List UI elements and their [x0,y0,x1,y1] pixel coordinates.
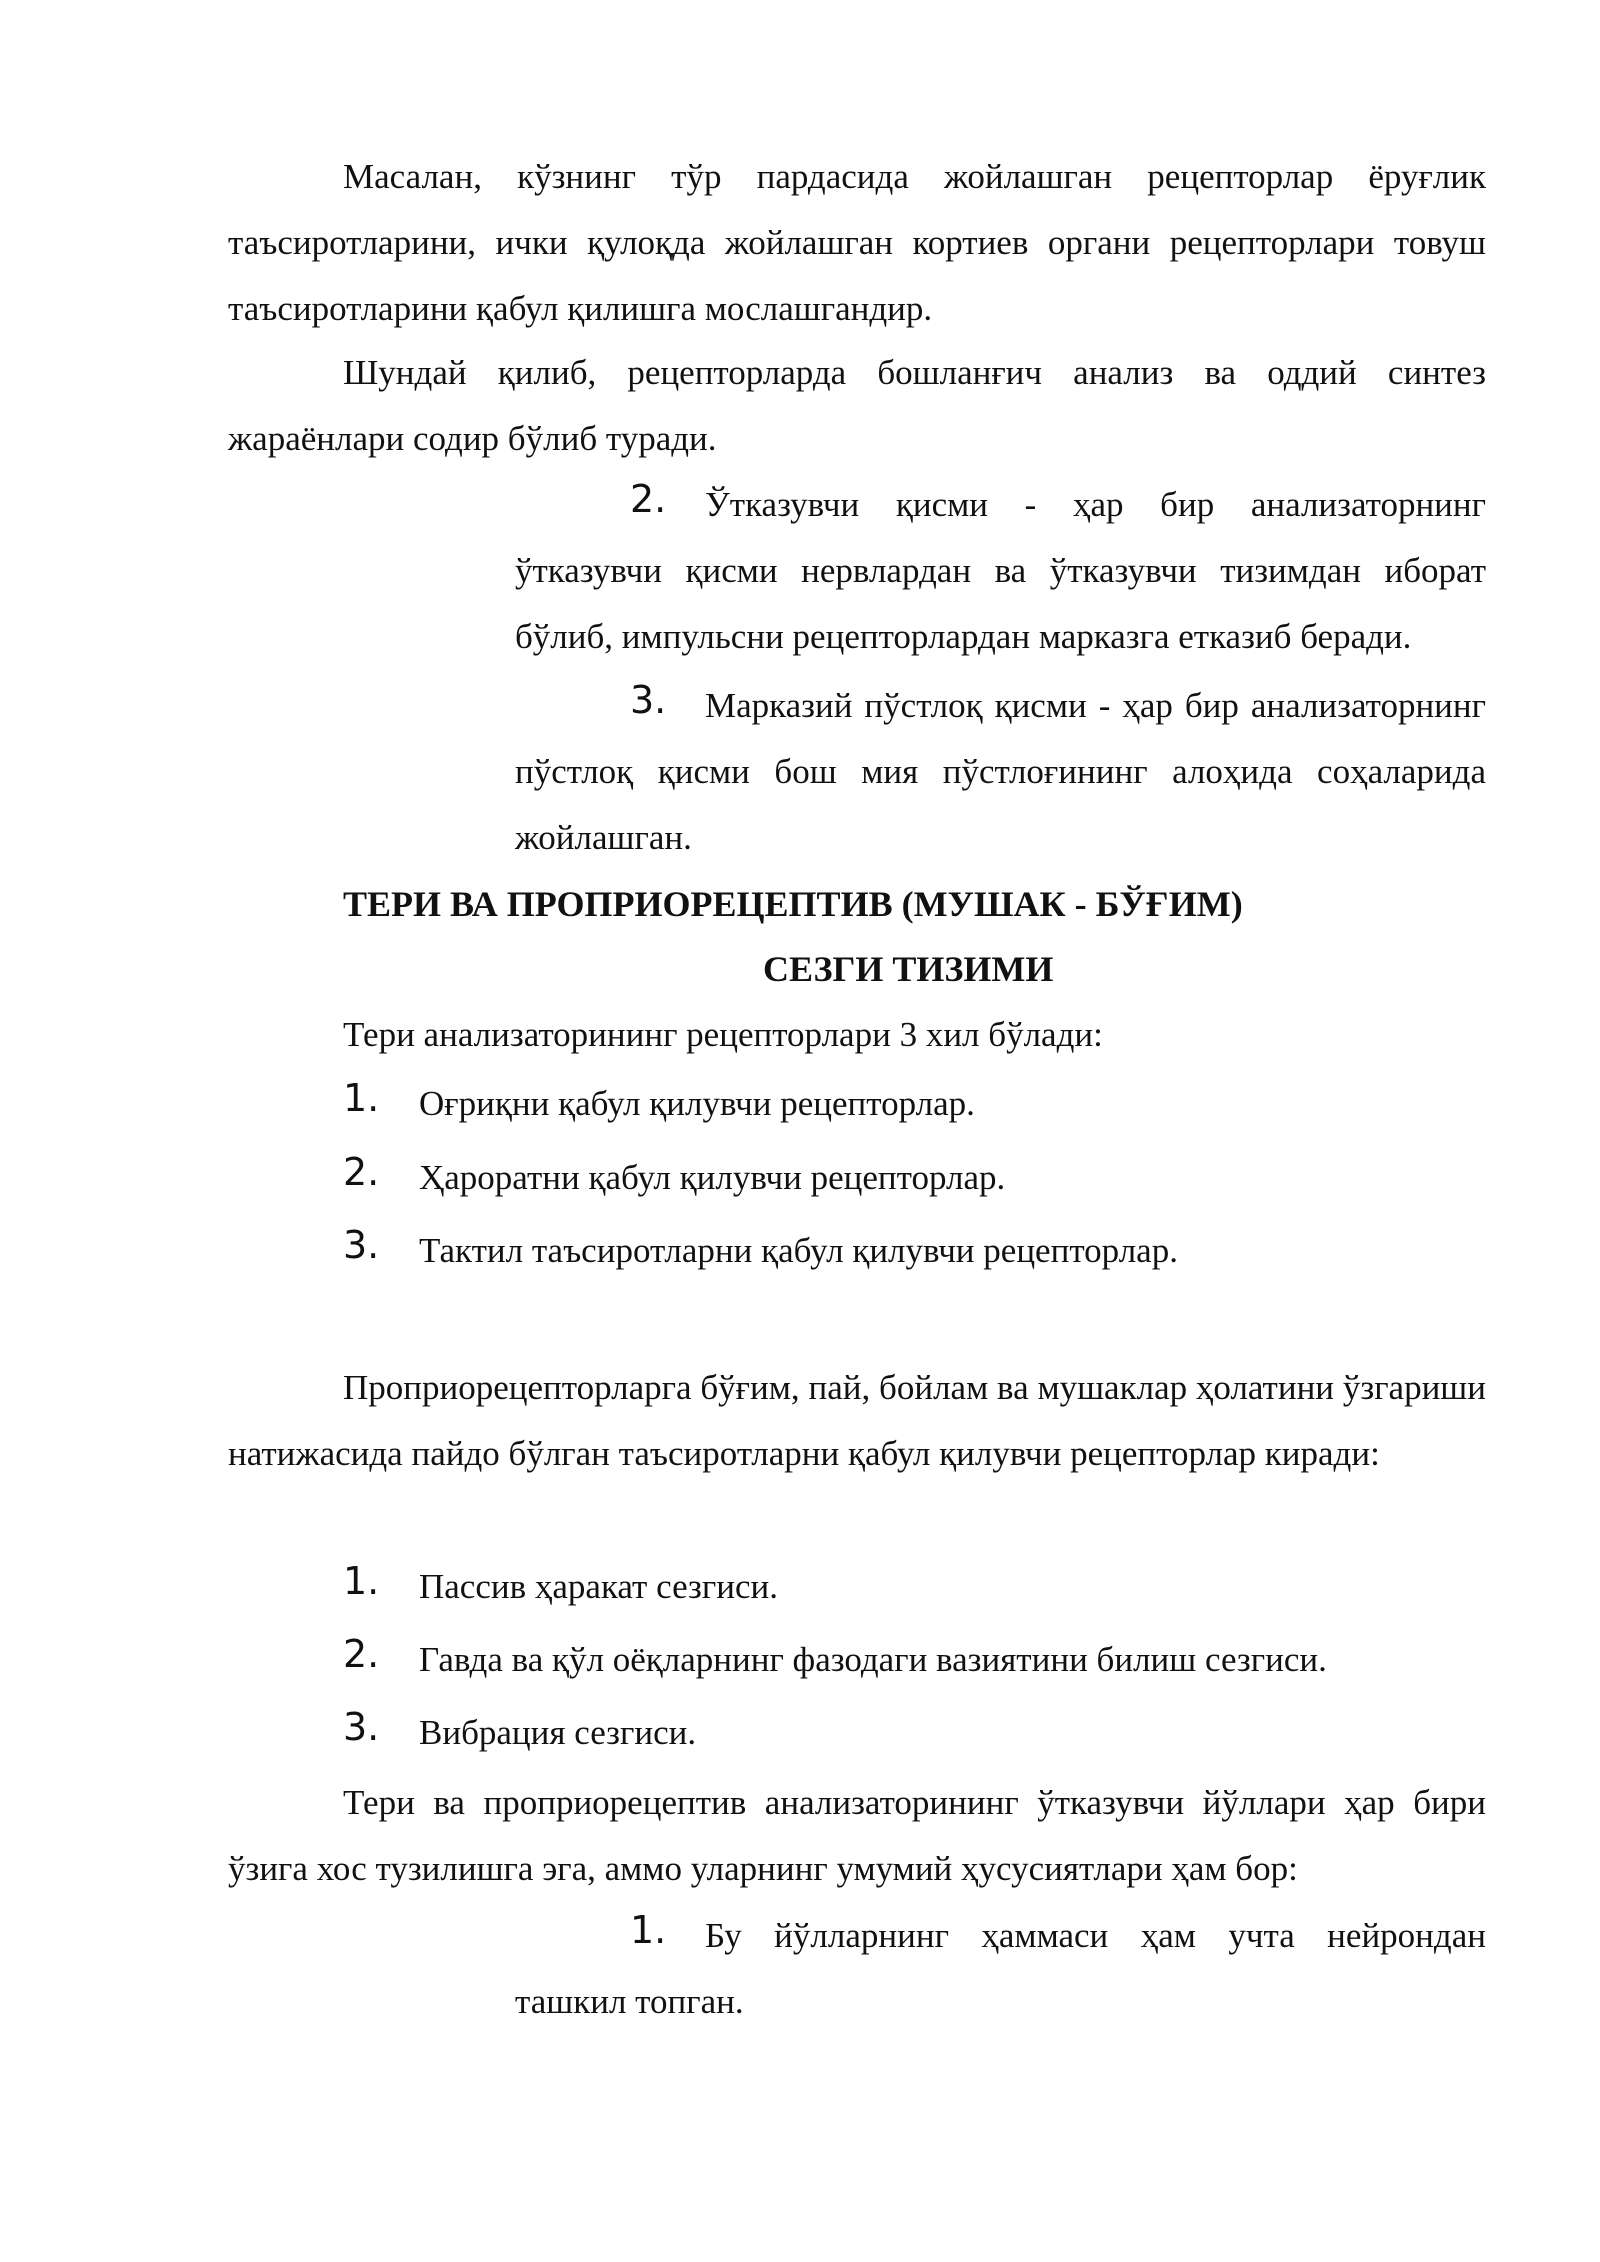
list-text: Бу йўлларнинг ҳаммаси ҳам учта нейрондан ташкил топган. [515,1916,1486,2021]
list-text: Вибрация сезгиси. [419,1713,697,1752]
paragraph-text: Проприорецепторларга бўғим, пай, бойлам ва мушаклар ҳолатини ўзгариши натижасида пайдо бўлган таъсиротларни қабул қилувчи рецепторлар киради: [228,1368,1486,1473]
paragraph-text: Тери ва проприорецептив анализаторининг ўтказувчи йўллари ҳар бири ўзига хос тузилишга эга, аммо уларнинг умумий ҳусусиятлари ҳам бор: [228,1783,1486,1888]
paragraph-text: Шундай қилиб, рецепторларда бошланғич анализ ва оддий синтез жараёнлари содир бўлиб туради. [228,353,1486,458]
list-number: 2. [630,477,667,521]
paragraph-pathways [228,1770,1486,1902]
paragraph-receptors-example [228,144,1486,342]
list-text: Марказий пўстлоқ қисми - ҳар бир анализаторнинг пўстлоқ қисми бош мия пўстлоғининг алоҳида соҳаларида жойлашган. [515,686,1486,857]
paragraph-analysis-synthesis [228,340,1486,472]
list-text: Гавда ва қўл оёқларнинг фазодаги вазиятини билиш сезгиси. [419,1640,1327,1679]
list-number: 2. [343,1632,380,1676]
list-text: Пассив ҳаракат сезгиси. [419,1567,778,1606]
list-text: Ўтказувчи қисми - ҳар бир анализаторнинг ўтказувчи қисми нервлардан ва ўтказувчи тизимдан иборат бўлиб, импульсни рецепторлардан марказга етказиб беради. [515,485,1486,656]
pathway-item [515,1903,1486,2035]
paragraph-text: Масалан, кўзнинг тўр пардасида жойлашган рецепторлар ёруғлик таъсиротларини, ички қулоқда жойлашган кортиев органи рецепторлари товуш таъсиротларини қабул қилишга мослашгандир. [228,157,1486,328]
list-text: Ҳароратни қабул қилувчи рецепторлар. [419,1158,1006,1197]
heading-text: ТЕРИ ВА ПРОПРИОРЕЦЕПТИВ (МУШАК - БЎҒИМ) [343,884,1243,924]
heading-text: СЕЗГИ ТИЗИМИ [763,949,1054,989]
list-number: 3. [343,1223,380,1267]
list-number: 1. [630,1908,667,1952]
list-number: 3. [343,1705,380,1749]
section-heading-line1 [343,871,1243,937]
paragraph-proprioreceptors [228,1355,1486,1487]
list-number: 3. [630,678,667,722]
list-number: 2. [343,1150,380,1194]
section-heading-line2 [763,936,1053,1002]
list-number: 1. [343,1559,380,1603]
list-text: Оғриқни қабул қилувчи рецепторлар. [419,1084,975,1123]
analyzer-part-item [515,673,1486,871]
skin-intro: Тери анализаторининг рецепторлари 3 хил бўлади: [343,1015,1103,1054]
analyzer-part-item [515,472,1486,670]
list-number: 1. [343,1076,380,1120]
list-text: Тактил таъсиротларни қабул қилувчи рецепторлар. [419,1231,1178,1270]
